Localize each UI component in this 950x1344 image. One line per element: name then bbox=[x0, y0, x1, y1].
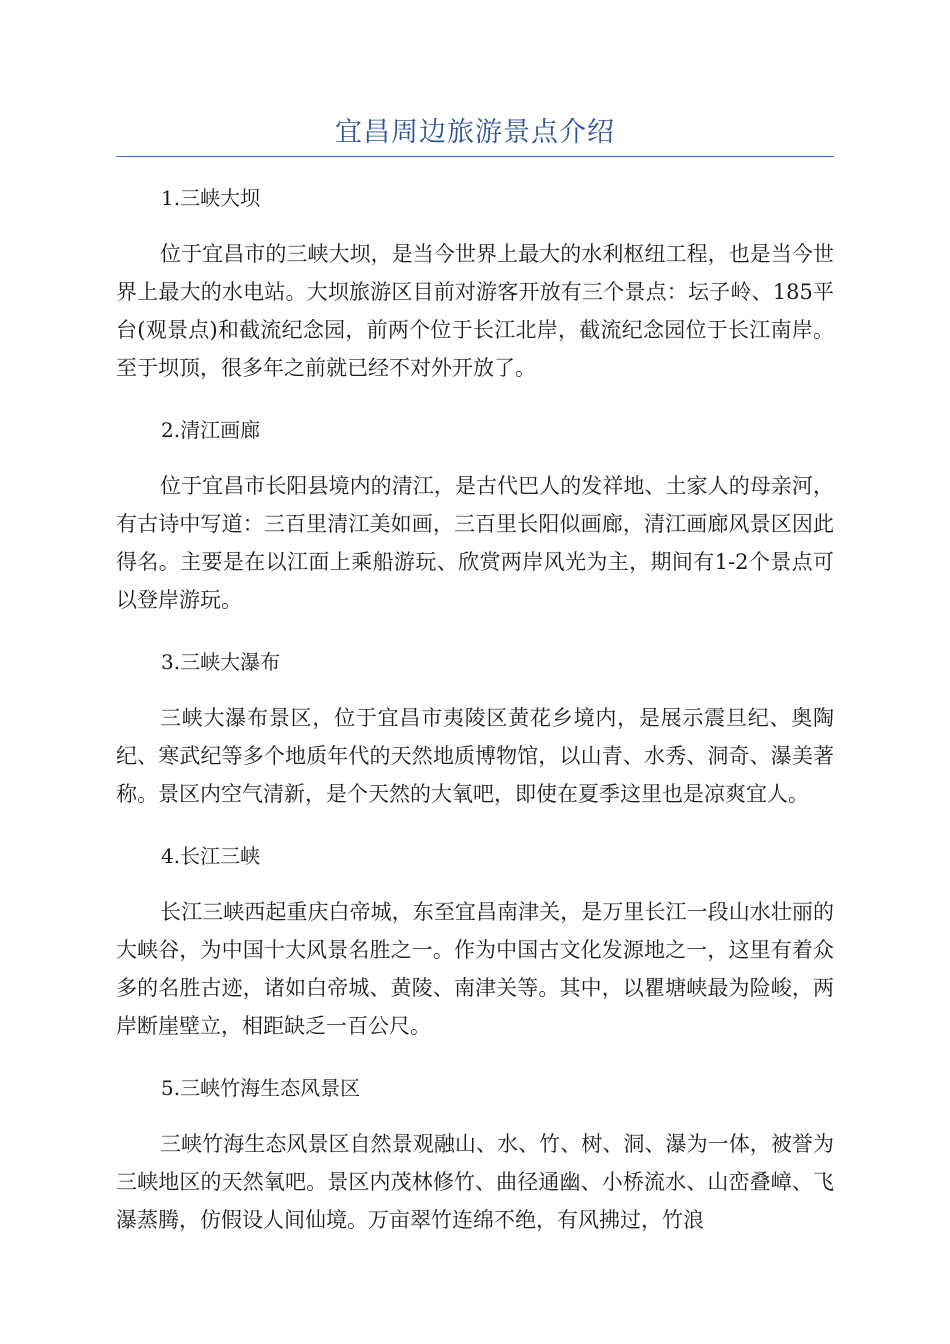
section-body: 位于宜昌市的三峡大坝，是当今世界上最大的水利枢纽工程，也是当今世界上最大的水电站。大坝旅游区目前对游客开放有三个景点：坛子岭、185平台(观景点)和截流纪念园，前两个位于长江北岸，截流纪念园位于长江南岸。至于坝顶，很多年之前就已经不对外开放了。 bbox=[116, 242, 834, 380]
section-heading: 4.长江三峡 bbox=[161, 844, 261, 868]
document-page bbox=[116, 0, 834, 1239]
section-body: 位于宜昌市长阳县境内的清江，是古代巴人的发祥地、土家人的母亲河，有古诗中写道：三百里清江美如画，三百里长阳似画廊，清江画廊风景区因此得名。主要是在以江面上乘船游玩、欣赏两岸风光为主，期间有1-2个景点可以登岸游玩。 bbox=[116, 474, 834, 612]
section-4 bbox=[116, 837, 834, 1045]
section-body: 三峡竹海生态风景区自然景观融山、水、竹、树、洞、瀑为一体，被誉为三峡地区的天然氧吧。景区内茂林修竹、曲径通幽、小桥流水、山峦叠嶂、飞瀑蒸腾，仿假设人间仙境。万亩翠竹连绵不绝，有风拂过，竹浪 bbox=[116, 1132, 834, 1232]
document-title: 宜昌周边旅游景点介绍 bbox=[335, 117, 615, 148]
section-heading: 2.清江画廊 bbox=[161, 418, 261, 442]
section-2 bbox=[116, 411, 834, 619]
section-body: 长江三峡西起重庆白帝城，东至宜昌南津关，是万里长江一段山水壮丽的大峡谷，为中国十大风景名胜之一。作为中国古文化发源地之一，这里有着众多的名胜古迹，诸如白帝城、黄陵、南津关等。其中，以瞿塘峡最为险峻，两岸断崖壁立，相距缺乏一百公尺。 bbox=[116, 900, 834, 1038]
section-5 bbox=[116, 1069, 834, 1239]
section-heading: 5.三峡竹海生态风景区 bbox=[161, 1076, 361, 1100]
section-3 bbox=[116, 643, 834, 813]
section-heading: 1.三峡大坝 bbox=[161, 186, 261, 210]
title-underline bbox=[116, 156, 834, 157]
section-1 bbox=[116, 179, 834, 387]
section-heading: 3.三峡大瀑布 bbox=[161, 650, 281, 674]
section-body: 三峡大瀑布景区，位于宜昌市夷陵区黄花乡境内，是展示震旦纪、奥陶纪、寒武纪等多个地质年代的天然地质博物馆，以山青、水秀、洞奇、瀑美著称。景区内空气清新，是个天然的大氧吧，即使在夏季这里也是凉爽宜人。 bbox=[116, 706, 834, 806]
